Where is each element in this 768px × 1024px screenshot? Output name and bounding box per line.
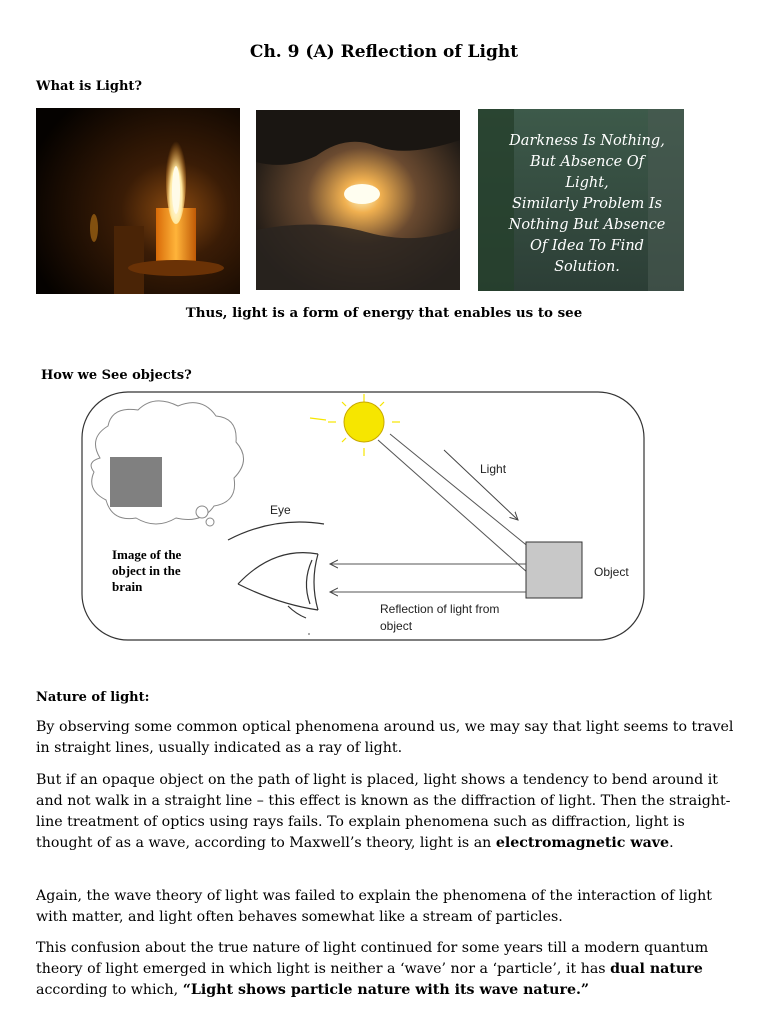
quote-line: But Absence Of <box>529 154 645 170</box>
brain-label-line: brain <box>112 579 143 594</box>
how-we-see-diagram <box>78 388 648 644</box>
paragraph-4-mid: according to which, <box>36 982 183 998</box>
paragraph-2-end: . <box>669 835 674 851</box>
quote-line: Light, <box>565 175 609 191</box>
paragraph-4-text: This confusion about the true nature of light continued for some years till a modern quantum theory of light emerged in which light is neither a ‘wave’ nor a ‘particle’, it has <box>36 940 709 977</box>
paragraph-2 <box>36 770 736 854</box>
section-heading-what-is-light: What is Light? <box>36 79 143 94</box>
paragraph-4-bold-dual-nature: dual nature <box>610 961 703 977</box>
quote-line: Nothing But Absence <box>508 217 666 233</box>
quote-line: Similarly Problem Is <box>511 196 663 212</box>
paragraph-1: By observing some common optical phenomena around us, we may say that light seems to travel in straight lines, usually indicated as a ray of light. <box>36 719 734 756</box>
page-title: Ch. 9 (A) Reflection of Light <box>249 42 519 62</box>
paragraph-2-text: But if an opaque object on the path of light is placed, light shows a tendency to bend around it and not walk in a straight line – this effect is known as the diffraction of light. Then the straight-line treatment of optics using rays fails. To explain phenomena such as diffraction, light is thought of as a wave, according to Maxwell’s theory, light is an <box>36 772 731 851</box>
eye-label: Eye <box>270 503 291 517</box>
reflection-label-line: object <box>380 619 413 633</box>
light-label: Light <box>480 462 507 476</box>
object-square <box>526 542 582 598</box>
caption: Thus, light is a form of energy that enables us to see <box>185 305 583 321</box>
brain-label-line: object in the <box>112 563 181 578</box>
reflection-label-line: Reflection of light from <box>380 602 500 616</box>
sun-photo <box>256 110 460 290</box>
paragraph-3: Again, the wave theory of light was failed to explain the phenomena of the interaction of light with matter, and light often behaves somewhat like a stream of particles. <box>36 888 712 925</box>
brain-image-square <box>110 457 162 507</box>
paragraph-4 <box>36 938 736 1001</box>
brain-label-line: Image of the <box>112 547 182 562</box>
quote-line: Of Idea To Find <box>530 238 644 254</box>
section-heading-nature-of-light: Nature of light: <box>36 690 150 705</box>
quote-line: Solution. <box>554 259 620 275</box>
quote-line: Darkness Is Nothing, <box>509 133 665 149</box>
object-label: Object <box>594 565 629 579</box>
paragraph-2-bold: electromagnetic wave <box>495 835 670 851</box>
paragraph-4-bold-quote: “Light shows particle nature with its wave nature.” <box>182 982 590 998</box>
section-heading-how-we-see: How we See objects? <box>41 368 192 383</box>
quote-image <box>478 109 684 291</box>
candle-photo <box>36 108 240 294</box>
